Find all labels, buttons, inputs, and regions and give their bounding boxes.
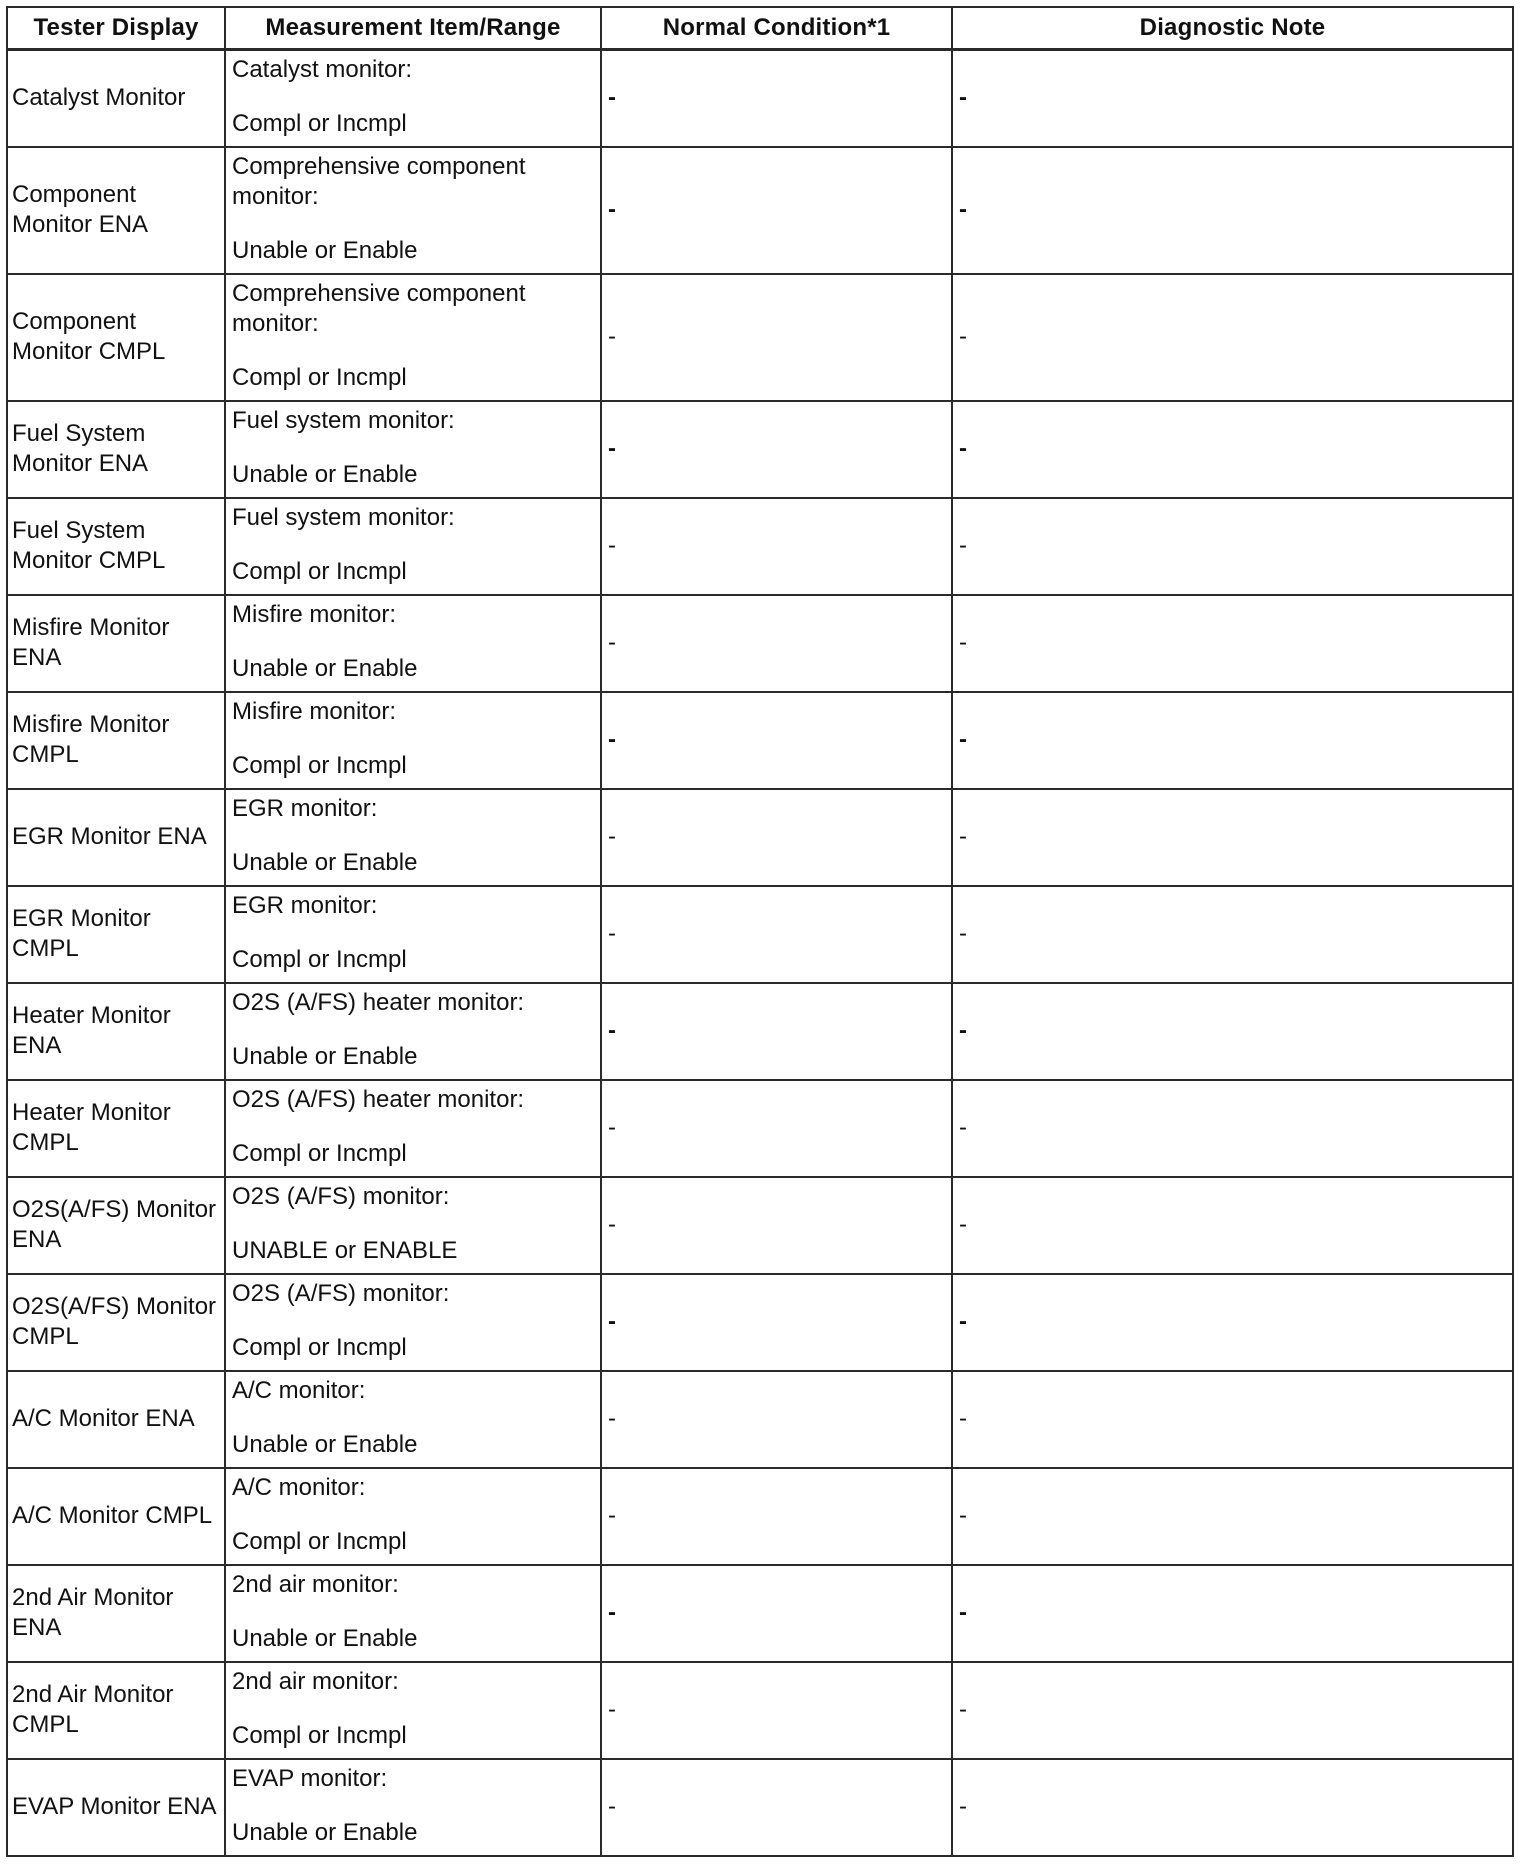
normal-condition-value: - bbox=[608, 1114, 616, 1141]
normal-condition-value: - bbox=[608, 84, 616, 112]
cell-tester-display: EVAP Monitor ENA bbox=[7, 1759, 225, 1856]
measurement-item: EGR monitor: bbox=[232, 794, 378, 822]
diagnostic-note-value: - bbox=[959, 84, 967, 112]
header-normal-condition: Normal Condition*1 bbox=[601, 7, 952, 50]
cell-normal-condition bbox=[601, 50, 952, 147]
measurement-item: Catalyst monitor: bbox=[232, 56, 413, 83]
cell-measurement bbox=[225, 147, 601, 274]
cell-diagnostic-note bbox=[952, 1468, 1513, 1565]
cell-diagnostic-note bbox=[952, 1080, 1513, 1177]
diagnostic-note-value: - bbox=[959, 196, 967, 223]
cell-tester-display: EGR Monitor CMPL bbox=[7, 886, 225, 983]
normal-condition-value: - bbox=[608, 726, 616, 753]
cell-diagnostic-note bbox=[952, 1565, 1513, 1662]
measurement-item: O2S (A/FS) monitor: bbox=[232, 1279, 450, 1307]
normal-condition-value: - bbox=[608, 1211, 616, 1238]
diagnostic-note-value: - bbox=[959, 1405, 967, 1432]
cell-normal-condition bbox=[601, 1662, 952, 1759]
measurement-range: Unable or Enable bbox=[232, 1818, 418, 1846]
cell-measurement bbox=[225, 595, 601, 692]
measurement-item: 2nd air monitor: bbox=[232, 1570, 399, 1598]
table-row bbox=[7, 1371, 1513, 1468]
cell-normal-condition bbox=[601, 1565, 952, 1662]
table-row bbox=[7, 983, 1513, 1080]
normal-condition-value: - bbox=[608, 323, 616, 350]
cell-normal-condition bbox=[601, 498, 952, 595]
header-measurement: Measurement Item/Range bbox=[225, 7, 601, 50]
cell-tester-display: Fuel System Monitor ENA bbox=[7, 401, 225, 498]
cell-measurement bbox=[225, 983, 601, 1080]
table-row bbox=[7, 498, 1513, 595]
normal-condition-value: - bbox=[608, 1793, 616, 1820]
measurement-item: Comprehensive component monitor: bbox=[232, 152, 526, 210]
measurement-range: Compl or Incmpl bbox=[232, 363, 407, 391]
cell-diagnostic-note bbox=[952, 401, 1513, 498]
cell-diagnostic-note bbox=[952, 1759, 1513, 1856]
diagnostic-note-value: - bbox=[959, 1211, 967, 1238]
measurement-range: Compl or Incmpl bbox=[232, 1721, 407, 1749]
cell-normal-condition bbox=[601, 401, 952, 498]
cell-diagnostic-note bbox=[952, 498, 1513, 595]
cell-tester-display: EGR Monitor ENA bbox=[7, 789, 225, 886]
cell-diagnostic-note bbox=[952, 595, 1513, 692]
measurement-range: Unable or Enable bbox=[232, 460, 418, 488]
cell-measurement bbox=[225, 498, 601, 595]
measurement-range: Unable or Enable bbox=[232, 236, 418, 264]
cell-normal-condition bbox=[601, 1468, 952, 1565]
measurement-item: Misfire monitor: bbox=[232, 600, 397, 628]
normal-condition-value: - bbox=[608, 1696, 616, 1723]
cell-tester-display: 2nd Air Monitor CMPL bbox=[7, 1662, 225, 1759]
cell-measurement bbox=[225, 401, 601, 498]
cell-tester-display: Misfire Monitor CMPL bbox=[7, 692, 225, 789]
diagnostic-note-value: - bbox=[959, 323, 967, 350]
header-row bbox=[7, 7, 1513, 50]
table-row bbox=[7, 1080, 1513, 1177]
measurement-item: Fuel system monitor: bbox=[232, 503, 455, 531]
cell-measurement bbox=[225, 1371, 601, 1468]
cell-normal-condition bbox=[601, 1080, 952, 1177]
diagnostic-note-value: - bbox=[959, 920, 967, 947]
cell-tester-display: Component Monitor ENA bbox=[7, 147, 225, 274]
table-row bbox=[7, 147, 1513, 274]
measurement-item: O2S (A/FS) heater monitor: bbox=[232, 1085, 525, 1113]
cell-normal-condition bbox=[601, 886, 952, 983]
measurement-range: Unable or Enable bbox=[232, 1430, 418, 1458]
cell-measurement bbox=[225, 1759, 601, 1856]
cell-diagnostic-note bbox=[952, 1274, 1513, 1371]
cell-measurement bbox=[225, 886, 601, 983]
diagnostic-note-value: - bbox=[959, 726, 967, 753]
table-row bbox=[7, 1274, 1513, 1371]
table-row bbox=[7, 595, 1513, 692]
measurement-range: Unable or Enable bbox=[232, 1624, 418, 1652]
cell-diagnostic-note bbox=[952, 147, 1513, 274]
table-header bbox=[7, 7, 1513, 50]
measurement-range: Compl or Incmpl bbox=[232, 1527, 407, 1555]
table-row bbox=[7, 50, 1513, 147]
measurement-range: Compl or Incmpl bbox=[232, 110, 407, 137]
normal-condition-value: - bbox=[608, 435, 616, 462]
table-row bbox=[7, 1468, 1513, 1565]
cell-measurement bbox=[225, 1565, 601, 1662]
diagnostic-note-value: - bbox=[959, 532, 967, 559]
diagnostic-note-value: - bbox=[959, 1308, 967, 1335]
diagnostic-note-value: - bbox=[959, 629, 967, 656]
cell-normal-condition bbox=[601, 1177, 952, 1274]
cell-tester-display: Heater Monitor CMPL bbox=[7, 1080, 225, 1177]
table-row bbox=[7, 274, 1513, 401]
header-diagnostic-note: Diagnostic Note bbox=[952, 7, 1513, 50]
measurement-range: Compl or Incmpl bbox=[232, 945, 407, 973]
measurement-item: Misfire monitor: bbox=[232, 697, 397, 725]
table-body bbox=[7, 50, 1513, 1856]
measurement-range: Unable or Enable bbox=[232, 1042, 418, 1070]
cell-measurement bbox=[225, 692, 601, 789]
cell-normal-condition bbox=[601, 789, 952, 886]
cell-measurement bbox=[225, 1274, 601, 1371]
table-row bbox=[7, 1565, 1513, 1662]
cell-measurement bbox=[225, 789, 601, 886]
cell-measurement bbox=[225, 1080, 601, 1177]
normal-condition-value: - bbox=[608, 629, 616, 656]
diagnostic-note-value: - bbox=[959, 1502, 967, 1529]
table-row bbox=[7, 401, 1513, 498]
measurement-item: 2nd air monitor: bbox=[232, 1667, 399, 1695]
cell-measurement bbox=[225, 274, 601, 401]
table-row bbox=[7, 886, 1513, 983]
cell-diagnostic-note bbox=[952, 886, 1513, 983]
cell-diagnostic-note bbox=[952, 1662, 1513, 1759]
diagnostic-note-value: - bbox=[959, 435, 967, 462]
cell-normal-condition bbox=[601, 692, 952, 789]
cell-measurement bbox=[225, 1468, 601, 1565]
cell-normal-condition bbox=[601, 595, 952, 692]
cell-measurement bbox=[225, 50, 601, 147]
cell-measurement bbox=[225, 1177, 601, 1274]
normal-condition-value: - bbox=[608, 532, 616, 559]
cell-diagnostic-note bbox=[952, 789, 1513, 886]
normal-condition-value: - bbox=[608, 1017, 616, 1044]
table-row bbox=[7, 789, 1513, 886]
measurement-range: Compl or Incmpl bbox=[232, 1139, 407, 1167]
normal-condition-value: - bbox=[608, 1405, 616, 1432]
normal-condition-value: - bbox=[608, 1502, 616, 1529]
measurement-range: UNABLE or ENABLE bbox=[232, 1236, 458, 1264]
measurement-item: Fuel system monitor: bbox=[232, 406, 455, 434]
normal-condition-value: - bbox=[608, 1599, 616, 1626]
cell-diagnostic-note bbox=[952, 274, 1513, 401]
diagnostic-note-value: - bbox=[959, 1696, 967, 1723]
cell-tester-display: 2nd Air Monitor ENA bbox=[7, 1565, 225, 1662]
table-row bbox=[7, 692, 1513, 789]
cell-diagnostic-note bbox=[952, 692, 1513, 789]
measurement-item: Comprehensive component monitor: bbox=[232, 279, 526, 337]
measurement-range: Compl or Incmpl bbox=[232, 1333, 407, 1361]
diagnostic-note-value: - bbox=[959, 823, 967, 850]
cell-diagnostic-note bbox=[952, 1371, 1513, 1468]
cell-tester-display: O2S(A/FS) Monitor ENA bbox=[7, 1177, 225, 1274]
cell-tester-display: Fuel System Monitor CMPL bbox=[7, 498, 225, 595]
cell-diagnostic-note bbox=[952, 983, 1513, 1080]
measurement-range: Compl or Incmpl bbox=[232, 557, 407, 585]
cell-normal-condition bbox=[601, 983, 952, 1080]
cell-normal-condition bbox=[601, 147, 952, 274]
measurement-range: Unable or Enable bbox=[232, 848, 418, 876]
cell-normal-condition bbox=[601, 1274, 952, 1371]
measurement-item: A/C monitor: bbox=[232, 1376, 366, 1404]
measurement-item: O2S (A/FS) monitor: bbox=[232, 1182, 450, 1210]
diagnostic-note-value: - bbox=[959, 1793, 967, 1820]
diagnostic-note-value: - bbox=[959, 1017, 967, 1044]
normal-condition-value: - bbox=[608, 823, 616, 850]
measurement-range: Compl or Incmpl bbox=[232, 751, 407, 779]
cell-tester-display: O2S(A/FS) Monitor CMPL bbox=[7, 1274, 225, 1371]
cell-tester-display: A/C Monitor ENA bbox=[7, 1371, 225, 1468]
diagnostic-note-value: - bbox=[959, 1599, 967, 1626]
measurement-item: EGR monitor: bbox=[232, 891, 378, 919]
header-tester-display: Tester Display bbox=[7, 7, 225, 50]
measurement-item: A/C monitor: bbox=[232, 1473, 366, 1501]
cell-diagnostic-note bbox=[952, 50, 1513, 147]
cell-measurement bbox=[225, 1662, 601, 1759]
measurement-item: O2S (A/FS) heater monitor: bbox=[232, 988, 525, 1016]
normal-condition-value: - bbox=[608, 920, 616, 947]
cell-normal-condition bbox=[601, 274, 952, 401]
cell-tester-display: A/C Monitor CMPL bbox=[7, 1468, 225, 1565]
table-row bbox=[7, 1759, 1513, 1856]
cell-tester-display: Catalyst Monitor bbox=[7, 50, 225, 147]
cell-tester-display: Misfire Monitor ENA bbox=[7, 595, 225, 692]
data-table bbox=[6, 6, 1514, 1857]
cell-normal-condition bbox=[601, 1371, 952, 1468]
cell-tester-display: Heater Monitor ENA bbox=[7, 983, 225, 1080]
measurement-item: EVAP monitor: bbox=[232, 1764, 388, 1792]
cell-diagnostic-note bbox=[952, 1177, 1513, 1274]
cell-normal-condition bbox=[601, 1759, 952, 1856]
normal-condition-value: - bbox=[608, 1308, 616, 1335]
table-row bbox=[7, 1662, 1513, 1759]
normal-condition-value: - bbox=[608, 196, 616, 223]
measurement-range: Unable or Enable bbox=[232, 654, 418, 682]
cell-tester-display: Component Monitor CMPL bbox=[7, 274, 225, 401]
table-row bbox=[7, 1177, 1513, 1274]
diagnostic-note-value: - bbox=[959, 1114, 967, 1141]
